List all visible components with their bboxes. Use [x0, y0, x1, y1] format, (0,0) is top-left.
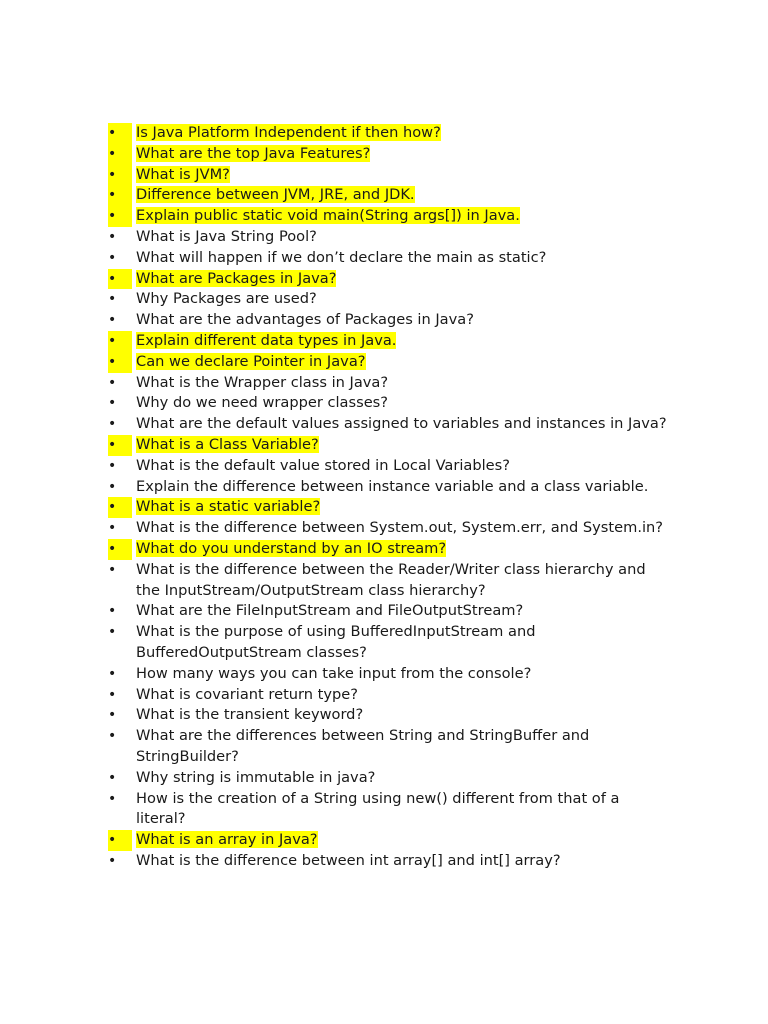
bullet-icon: •	[108, 686, 117, 703]
question-text: What is the difference between the Reader/Writer class hierarchy and the InputStream/OutputStream class hierarchy?	[136, 560, 646, 599]
bullet-icon: •	[108, 123, 132, 144]
bullet-icon: •	[108, 165, 132, 186]
list-item	[108, 705, 668, 726]
question-text: Why string is immutable in java?	[136, 768, 376, 786]
list-item	[108, 622, 668, 664]
question-text: What is the transient keyword?	[136, 706, 364, 724]
list-item	[108, 373, 668, 394]
question-text: What are the FileInputStream and FileOutputStream?	[136, 602, 524, 620]
bullet-icon: •	[108, 269, 132, 290]
bullet-icon: •	[108, 291, 117, 308]
list-item	[108, 601, 668, 622]
question-text: What are the differences between String and StringBuffer and StringBuilder?	[136, 727, 590, 765]
list-item	[108, 560, 668, 602]
question-text: What is the purpose of using BufferedInputStream and BufferedOutputStream classes?	[136, 623, 536, 661]
question-text: What is the default value stored in Local Variables?	[136, 456, 511, 474]
bullet-icon: •	[108, 707, 117, 724]
list-item	[108, 123, 668, 144]
question-text: Is Java Platform Independent if then how?	[136, 124, 441, 141]
question-text: What is covariant return type?	[136, 685, 359, 703]
bullet-icon: •	[108, 144, 132, 165]
bullet-icon: •	[108, 457, 117, 474]
bullet-icon: •	[108, 665, 117, 682]
list-item	[108, 352, 668, 373]
question-text: Difference between JVM, JRE, and JDK.	[136, 186, 415, 204]
list-item	[108, 497, 668, 518]
list-item	[108, 789, 668, 831]
question-text: What is a static variable?	[136, 498, 321, 516]
bullet-icon: •	[108, 539, 132, 560]
bullet-icon: •	[108, 249, 117, 266]
bullet-icon: •	[108, 435, 132, 456]
list-item	[108, 664, 668, 685]
list-item	[108, 165, 668, 186]
list-item	[108, 289, 668, 310]
list-item	[108, 726, 668, 768]
question-text: What is JVM?	[136, 165, 230, 183]
question-text: Why do we need wrapper classes?	[136, 394, 389, 412]
question-text: Can we declare Pointer in Java?	[136, 352, 366, 370]
question-text: What are the advantages of Packages in Java?	[136, 311, 474, 329]
bullet-icon: •	[108, 830, 132, 851]
bullet-icon: •	[108, 331, 132, 352]
question-text: What is a Class Variable?	[136, 435, 319, 453]
question-text: What do you understand by an IO stream?	[136, 539, 447, 557]
bullet-icon: •	[108, 352, 132, 373]
list-item	[108, 227, 668, 248]
list-item	[108, 830, 668, 851]
list-item	[108, 685, 668, 706]
question-text: What will happen if we don’t declare the main as static?	[136, 248, 547, 266]
bullet-icon: •	[108, 185, 132, 206]
question-text: What are Packages in Java?	[136, 269, 337, 287]
question-text: Explain public static void main(String args[]) in Java.	[136, 207, 520, 225]
list-item	[108, 477, 668, 498]
question-text: What is the difference between System.out, System.err, and System.in?	[136, 519, 664, 537]
question-list	[108, 123, 668, 872]
bullet-icon: •	[108, 603, 117, 620]
bullet-icon: •	[108, 790, 117, 807]
list-item	[108, 414, 668, 435]
bullet-icon: •	[108, 206, 132, 227]
bullet-icon: •	[108, 852, 117, 869]
bullet-icon: •	[108, 728, 117, 745]
bullet-icon: •	[108, 395, 117, 412]
question-text: Why Packages are used?	[136, 290, 317, 308]
bullet-icon: •	[108, 624, 117, 641]
list-item	[108, 768, 668, 789]
question-text: What is the difference between int array[] and int[] array?	[136, 851, 561, 869]
list-item	[108, 518, 668, 539]
list-item	[108, 248, 668, 269]
bullet-icon: •	[108, 312, 117, 329]
question-text: How many ways you can take input from the console?	[136, 664, 532, 682]
bullet-icon: •	[108, 478, 117, 495]
question-text: How is the creation of a String using new() different from that of a literal?	[136, 789, 620, 828]
list-item	[108, 144, 668, 165]
bullet-icon: •	[108, 416, 117, 433]
list-item	[108, 206, 668, 227]
bullet-icon: •	[108, 520, 117, 537]
list-item	[108, 269, 668, 290]
question-text: What are the top Java Features?	[136, 144, 371, 162]
list-item	[108, 851, 668, 872]
list-item	[108, 310, 668, 331]
bullet-icon: •	[108, 228, 117, 245]
list-item	[108, 331, 668, 352]
question-text: What are the default values assigned to variables and instances in Java?	[136, 415, 667, 433]
list-item	[108, 393, 668, 414]
list-item	[108, 539, 668, 560]
question-text: What is an array in Java?	[136, 831, 318, 849]
question-text: Explain the difference between instance variable and a class variable.	[136, 477, 649, 495]
list-item	[108, 456, 668, 477]
question-text: Explain different data types in Java.	[136, 331, 397, 349]
bullet-icon: •	[108, 561, 117, 578]
list-item	[108, 435, 668, 456]
question-text: What is the Wrapper class in Java?	[136, 373, 389, 391]
list-item	[108, 185, 668, 206]
bullet-icon: •	[108, 769, 117, 786]
bullet-icon: •	[108, 497, 132, 518]
bullet-icon: •	[108, 374, 117, 391]
question-text: What is Java String Pool?	[136, 227, 317, 245]
